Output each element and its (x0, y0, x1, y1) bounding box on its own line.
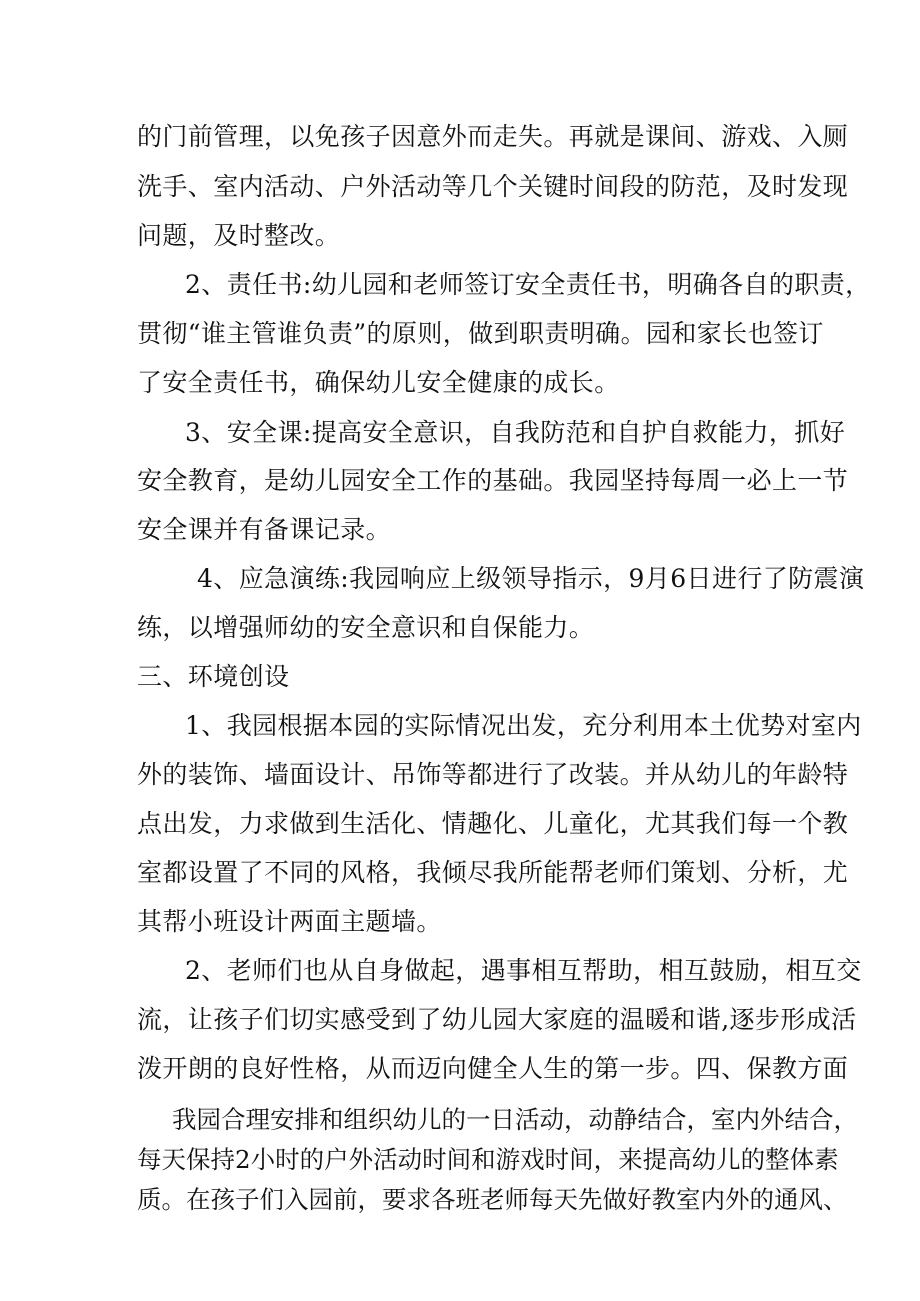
section-heading: 三、环境创设 (137, 662, 290, 691)
text-line: 洗手、室内活动、户外活动等几个关键时间段的防范，及时发现 (137, 172, 849, 201)
text-line: 每天保持2小时的户外活动时间和游戏时间，来提高幼儿的整体素 (137, 1145, 839, 1174)
text-line: 的门前管理，以免孩子因意外而走失。再就是课间、游戏、入厕 (137, 122, 849, 151)
text-line: 流，让孩子们切实感受到了幼儿园大家庭的温暖和谐,逐步形成活 (137, 1005, 857, 1034)
paragraph-start-line: 我园合理安排和组织幼儿的一日活动，动静结合，室内外结合， (172, 1105, 858, 1134)
paragraph-start-line: 2、责任书:幼儿园和老师签订安全责任书，明确各自的职责， (185, 270, 871, 299)
text-line: 练，以增强师幼的安全意识和自保能力。 (137, 613, 595, 642)
text-line: 了安全责任书，确保幼儿安全健康的成长。 (137, 368, 620, 397)
paragraph-start-line: 3、安全课:提高安全意识，自我防范和自护自救能力，抓好 (185, 418, 846, 447)
text-line: 其帮小班设计两面主题墙。 (137, 907, 442, 936)
paragraph-start-line: 2、老师们也从自身做起，遇事相互帮助，相互鼓励，相互交 (185, 956, 862, 985)
text-line: 安全教育，是幼儿园安全工作的基础。我园坚持每周一必上一节 (137, 466, 849, 495)
text-line: 问题，及时整改。 (137, 221, 341, 250)
text-line: 安全课并有备课记录。 (137, 515, 392, 544)
text-line: 点出发，力求做到生活化、情趣化、儿童化，尤其我们每一个教 (137, 809, 849, 838)
text-line: 泼开朗的良好性格，从而迈向健全人生的第一步。四、保教方面 (137, 1054, 849, 1083)
paragraph-start-line: 4、应急演练:我园响应上级领导指示，9月6日进行了防震演 (197, 564, 865, 593)
text-line: 质。在孩子们入园前，要求各班老师每天先做好教室内外的通风、 (137, 1185, 848, 1214)
text-line: 室都设置了不同的风格，我倾尽我所能帮老师们策划、分析，尤 (137, 858, 849, 887)
paragraph-start-line: 1、我园根据本园的实际情况出发，充分利用本土优势对室内 (185, 711, 862, 740)
text-line: 贯彻“谁主管谁负责”的原则，做到职责明确。园和家长也签订 (137, 319, 824, 348)
text-line: 外的装饰、墙面设计、吊饰等都进行了改装。并从幼儿的年龄特 (137, 760, 849, 789)
